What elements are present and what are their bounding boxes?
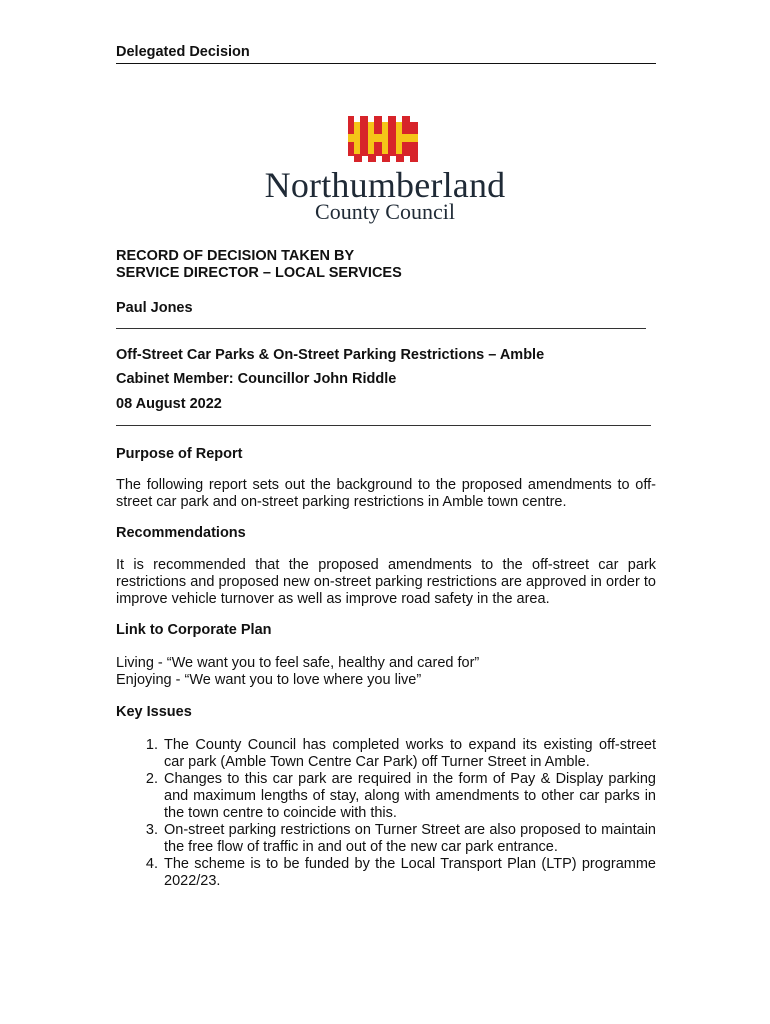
list-item: 1. The County Council has completed works to expand its existing off-street car park (Amble Town Centre Car Park) off Turner Street in Amble. — [162, 737, 656, 771]
record-title-line1: RECORD OF DECISION TAKEN BY — [116, 248, 355, 264]
recommendations-text: It is recommended that the proposed amendments to the off-street car park restrictions and proposed new on-street parking restrictions are approved in order to improve vehicle turnover as well as improve road safety in the area. — [116, 557, 656, 607]
decision-date: 08 August 2022 — [116, 396, 222, 412]
logo-subtitle: County Council — [315, 199, 455, 224]
section-heading-key-issues: Key Issues — [116, 704, 192, 720]
separator-rule — [116, 328, 646, 329]
cabinet-member: Cabinet Member: Councillor John Riddle — [116, 371, 397, 387]
decision-title: Off-Street Car Parks & On-Street Parking Restrictions – Amble — [116, 347, 545, 363]
key-issues-list — [116, 737, 656, 890]
list-item: 3. On-street parking restrictions on Turner Street are also proposed to maintain the free flow of traffic in and out of the new car park entrance. — [162, 822, 656, 856]
corporate-plan-enjoying: Enjoying - “We want you to love where you live” — [116, 672, 422, 688]
separator-rule — [116, 425, 651, 426]
list-item: 2. Changes to this car park are required in the form of Pay & Display parking and maximum lengths of stay, along with amendments to other car parks in the town centre to coincide with this. — [162, 771, 656, 822]
purpose-text: The following report sets out the background to the proposed amendments to off-street car park and on-street parking restrictions in Amble town centre. — [116, 477, 656, 510]
logo-name: Northumberland — [264, 165, 506, 205]
section-heading-purpose: Purpose of Report — [116, 446, 243, 462]
section-heading-corporate-plan: Link to Corporate Plan — [116, 622, 272, 638]
northumberland-crest-icon — [348, 116, 418, 162]
running-header: Delegated Decision — [116, 44, 250, 60]
officer-name: Paul Jones — [116, 300, 193, 316]
section-heading-recommendations: Recommendations — [116, 525, 246, 541]
record-title-line2: SERVICE DIRECTOR – LOCAL SERVICES — [116, 265, 402, 281]
council-logo — [240, 116, 530, 226]
corporate-plan-living: Living - “We want you to feel safe, healthy and cared for” — [116, 655, 480, 671]
header-rule — [116, 63, 656, 64]
list-item: 4. The scheme is to be funded by the Local Transport Plan (LTP) programme 2022/23. — [162, 856, 656, 890]
